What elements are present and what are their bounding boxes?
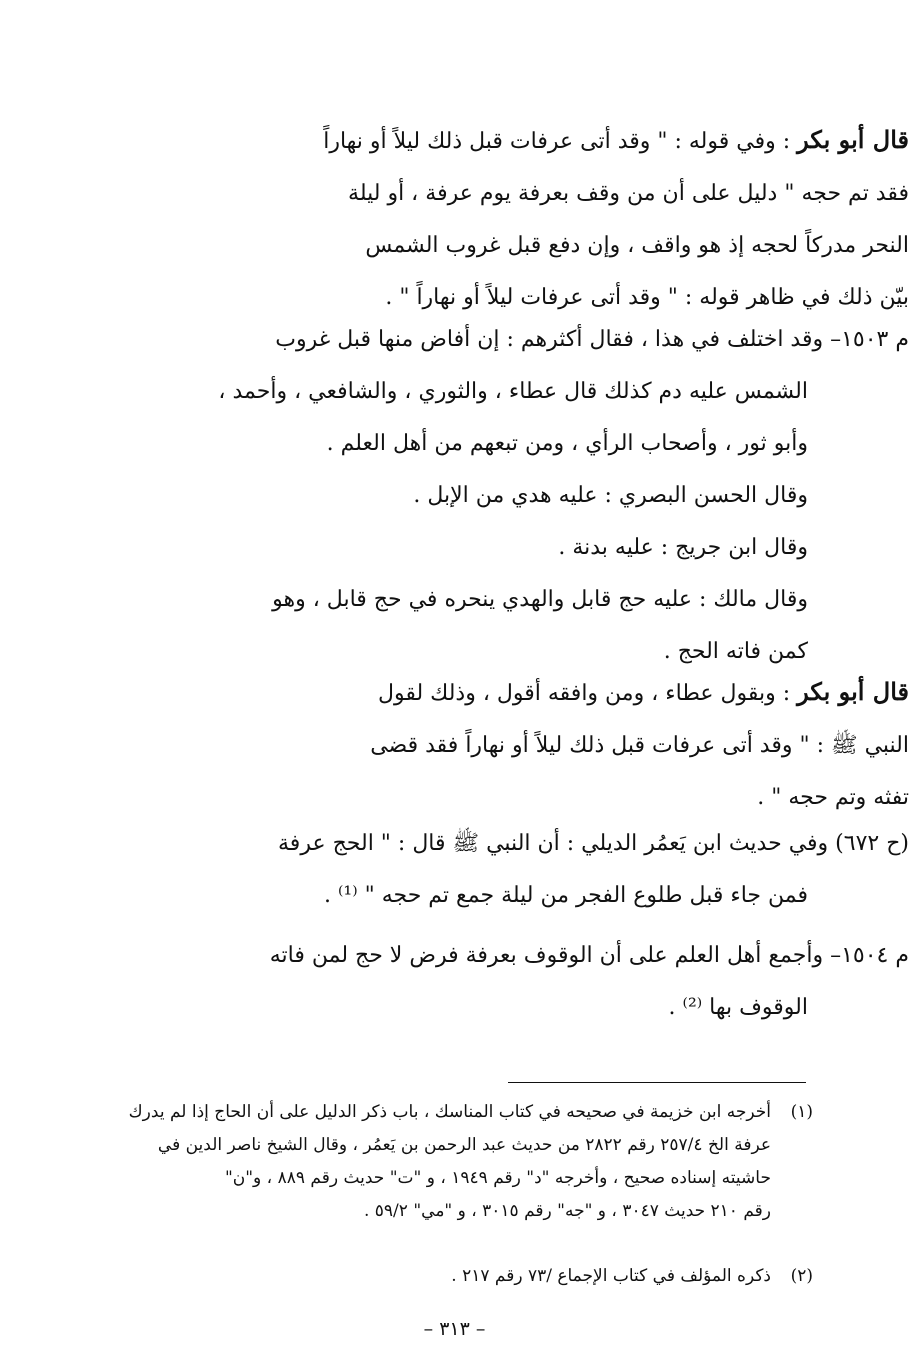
text-line: وقال ابن جريج : عليه بدنة . (558, 535, 808, 560)
text-line: (ح ٦٧٢) وفي حديث ابن يَعمُر الديلي : أن النبي ﷺ قال : " الحج عرفة (278, 831, 909, 856)
text-line: تفثه وتم حجه " . (757, 785, 909, 810)
speaker-label: قال أبو بكر (797, 677, 909, 706)
paragraph-hadith-672 (100, 818, 909, 922)
text-line: قال أبو بكر : وبقول عطاء ، ومن وافقه أقول ، وذلك لقول (377, 677, 909, 706)
paragraph-masala-1504 (100, 930, 909, 1034)
text-line: وقال مالك : عليه حج قابل والهدي ينحره في حج قابل ، وهو (272, 587, 808, 612)
masala-number: م ١٥٠٣– (830, 327, 909, 352)
text-line: الوقوف بها ⁽²⁾ . (668, 995, 808, 1020)
text-line: الشمس عليه دم كذلك قال عطاء ، والثوري ، والشافعي ، وأحمد ، (218, 379, 808, 404)
paragraph-abu-bakr-1 (100, 114, 909, 324)
speaker-label: قال أبو بكر (797, 125, 909, 154)
text-line: م ١٥٠٣– وقد اختلف في هذا ، فقال أكثرهم : إن أفاض منها قبل غروب (275, 327, 909, 352)
text-line: وأبو ثور ، وأصحاب الرأي ، ومن تبعهم من أهل العلم . (326, 431, 808, 456)
page-number: – ٣١٣ – (423, 1318, 486, 1340)
footnote-number: (١) (790, 1102, 813, 1122)
masala-number: م ١٥٠٤– (830, 943, 909, 968)
footnote-line: رقم ٢١٠ حديث ٣٠٤٧ ، و "جه" رقم ٣٠١٥ ، و "مي" ٥٩/٢ . (363, 1201, 771, 1221)
text-line: النبي ﷺ : " وقد أتى عرفات قبل ذلك ليلاً أو نهاراً فقد قضى (370, 733, 909, 758)
text-line: كمن فاته الحج . (663, 639, 808, 664)
footnote-line: (١)أخرجه ابن خزيمة في صحيحه في كتاب المناسك ، باب ذكر الدليل على أن الحاج إذا لم يدرك (100, 1096, 813, 1129)
footnote-separator (508, 1082, 806, 1083)
hadith-number: (ح ٦٧٢) (835, 831, 909, 856)
footnote-line: عرفة الخ ٢٥٧/٤ رقم ٢٨٢٢ من حديث عبد الرحمن بن يَعمُر ، وقال الشيخ ناصر الدين في (157, 1135, 771, 1155)
footnote-2 (100, 1260, 813, 1293)
paragraph-abu-bakr-2 (100, 666, 909, 824)
text-line: بيّن ذلك في ظاهر قوله : " وقد أتى عرفات ليلاً أو نهاراً " . (385, 285, 909, 310)
text-line: م ١٥٠٤– وأجمع أهل العلم على أن الوقوف بعرفة فرض لا حج لمن فاته (269, 943, 909, 968)
text-line: قال أبو بكر : وفي قوله : " وقد أتى عرفات قبل ذلك ليلاً أو نهاراً (323, 125, 909, 154)
text-line: النحر مدركاً لحجه إذ هو واقف ، وإن دفع قبل غروب الشمس (365, 233, 909, 258)
text-line: فقد تم حجه " دليل على أن من وقف بعرفة يوم عرفة ، أو ليلة (348, 181, 909, 206)
footnote-line: (٢)ذكره المؤلف في كتاب الإجماع /٧٣ رقم ٢١٧ . (100, 1260, 813, 1293)
footnote-number: (٢) (790, 1266, 813, 1286)
footnote-1 (100, 1096, 813, 1228)
text-line: فمن جاء قبل طلوع الفجر من ليلة جمع تم حجه " ⁽¹⁾ . (323, 883, 808, 908)
text-line: وقال الحسن البصري : عليه هدي من الإبل . (413, 483, 808, 508)
footnote-line: حاشيته إسناده صحيح ، وأخرجه "د" رقم ١٩٤٩ ، و "ت" حديث رقم ٨٨٩ ، و"ن" (224, 1168, 771, 1188)
paragraph-masala-1503 (100, 314, 909, 678)
